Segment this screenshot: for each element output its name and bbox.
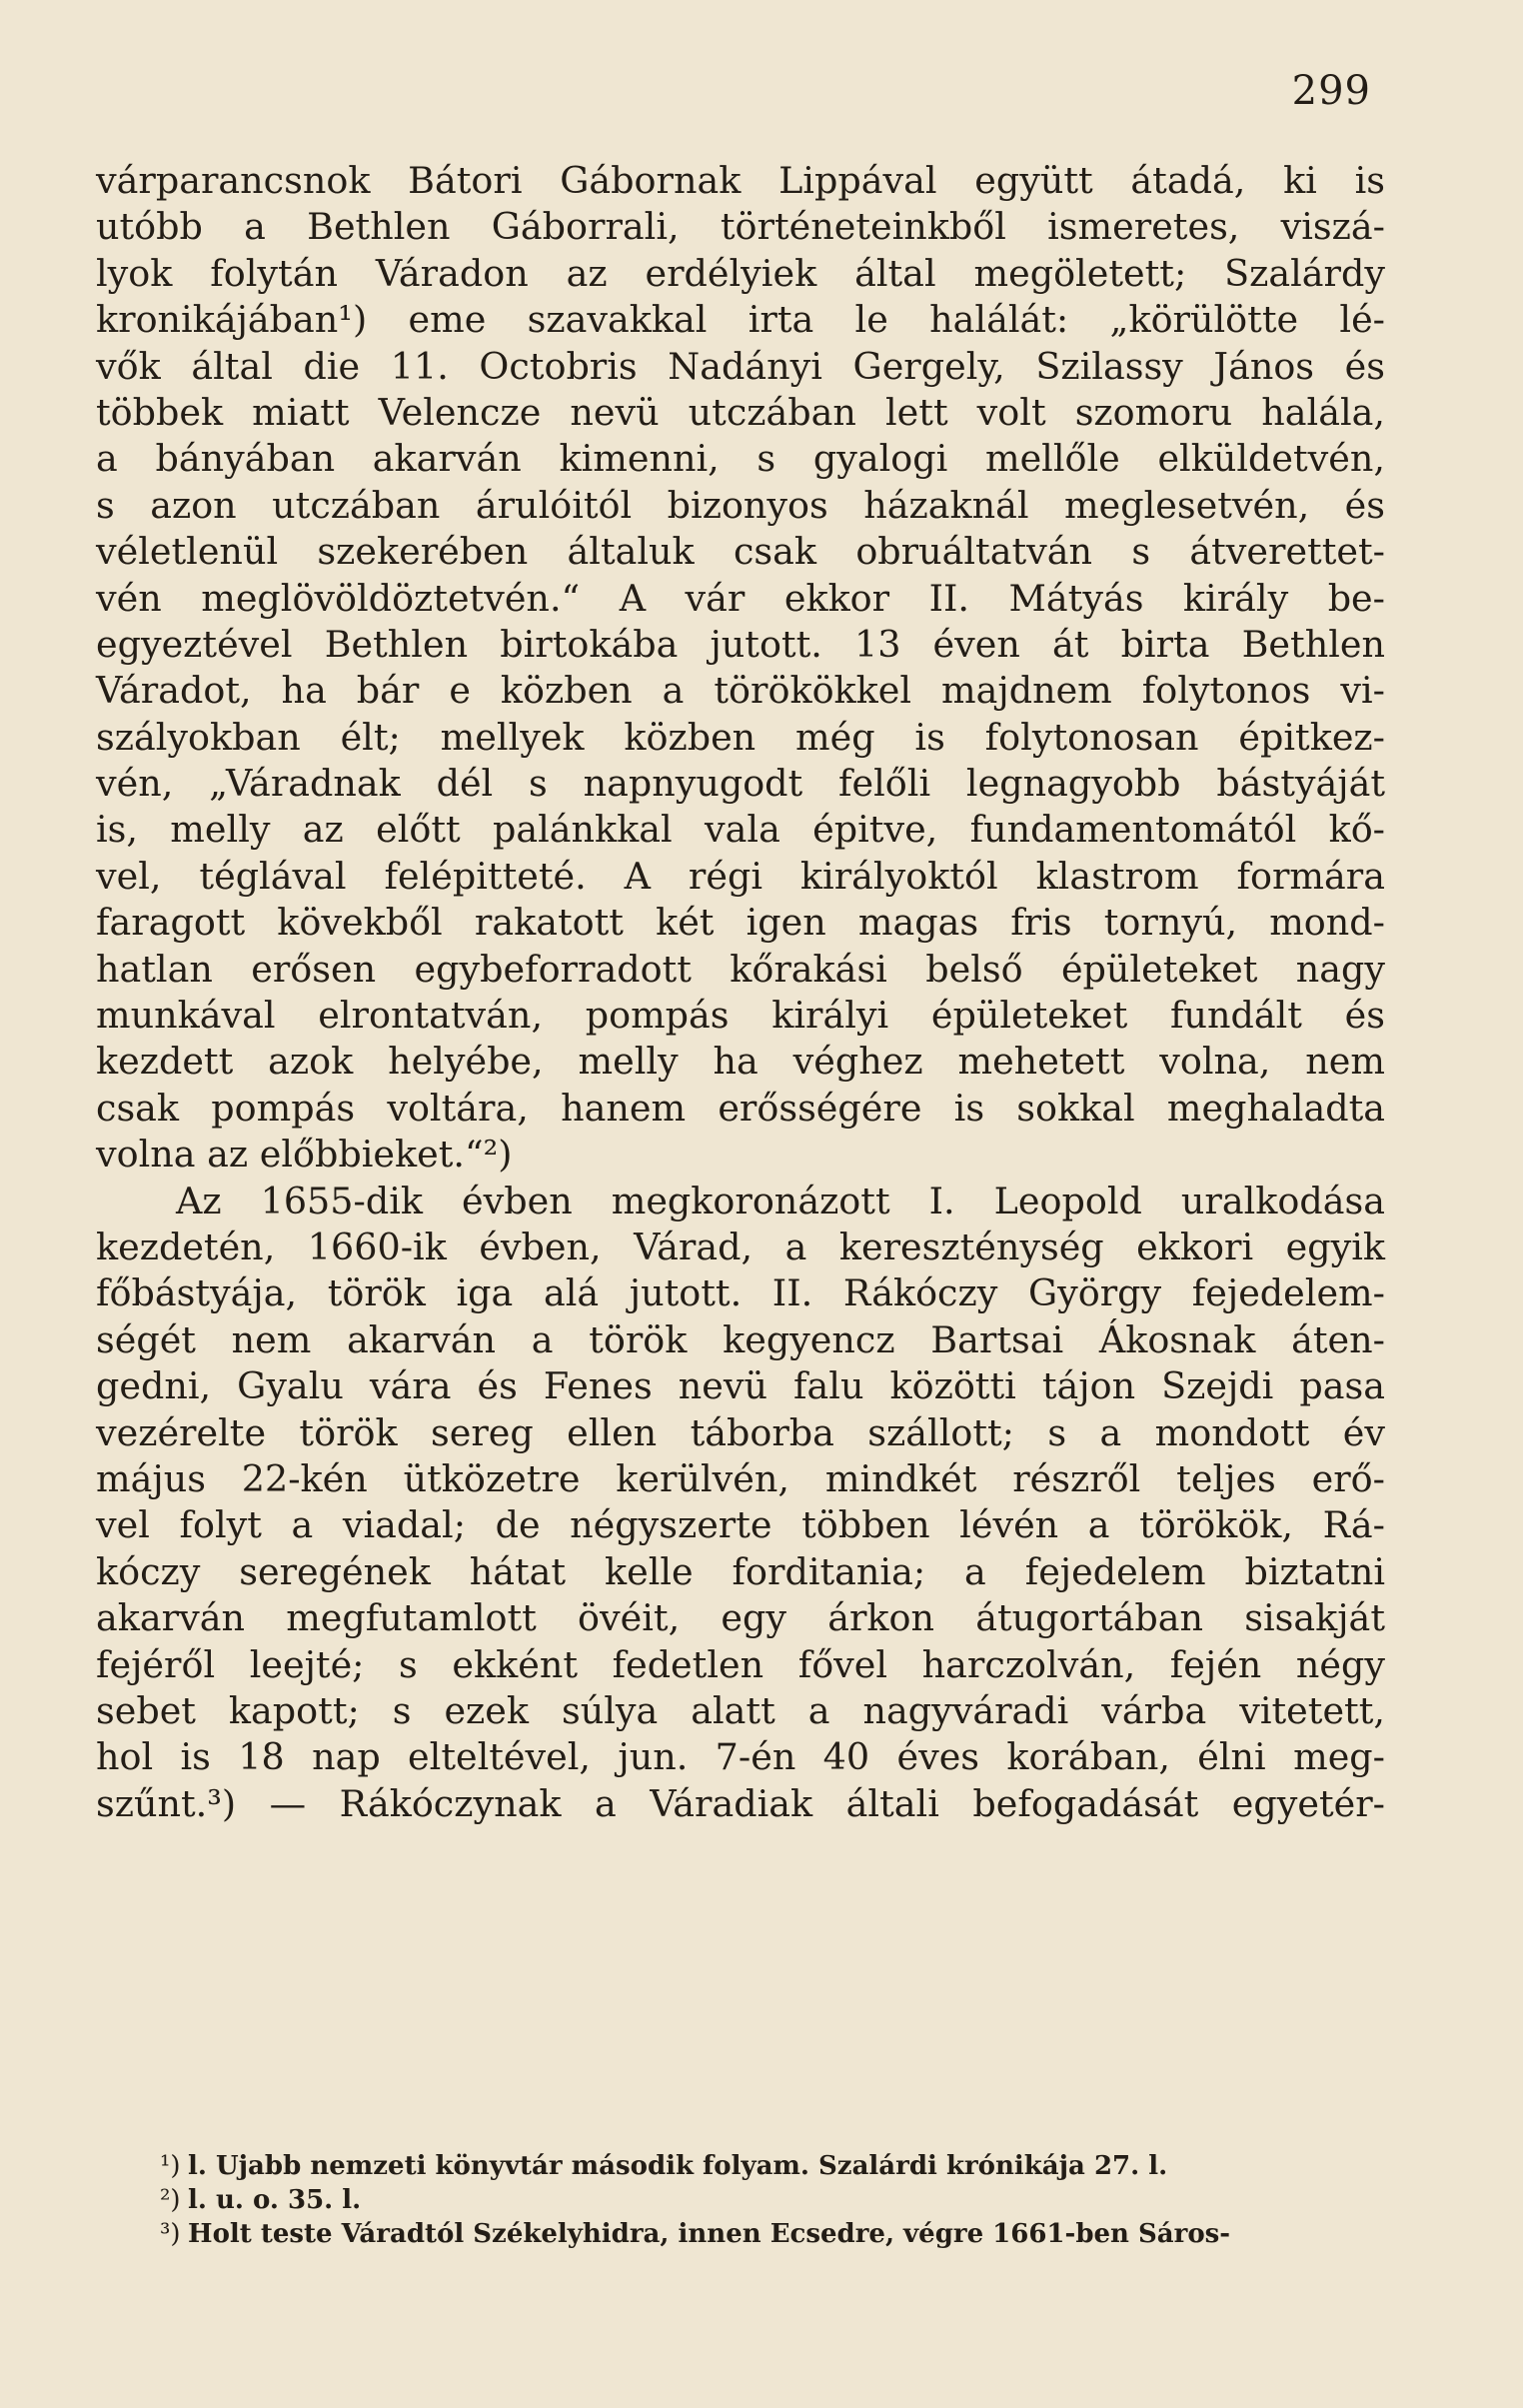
text-line: Váradot, ha bár e közben a törökökkel majdnem folytonos vi- [96, 669, 1385, 713]
text-line: többek miatt Velencze nevü utczában lett volt szomoru halála, [96, 390, 1385, 434]
footnote [160, 2149, 1385, 2183]
text-line: egyeztével Bethlen birtokába jutott. 13 éven át birta Bethlen [96, 622, 1385, 666]
text-line: fejéről leejté; s ekként fedetlen fővel harczolván, fején négy [96, 1642, 1385, 1686]
text-line: Az 1655-dik évben megkoronázott I. Leopold uralkodása [176, 1179, 1385, 1222]
text-line: május 22-kén ütközetre kerülvén, mindkét részről teljes erő- [96, 1456, 1385, 1500]
text-line: főbástyája, török iga alá jutott. II. Rákóczy György fejedelem- [96, 1271, 1385, 1315]
footnotes [160, 2149, 1385, 2251]
text-line: szályokban élt; mellyek közben még is folytonosan épitkez- [96, 715, 1385, 759]
text-line: ségét nem akarván a török kegyencz Bartsai Ákosnak áten- [96, 1317, 1385, 1361]
text-line: szűnt.³) — Rákóczynak a Váradiak általi befogadását egyetér- [96, 1781, 1385, 1825]
text-line: sebet kapott; s ezek súlya alatt a nagyváradi várba vitetett, [96, 1688, 1385, 1732]
text-line: hol is 18 nap elteltével, jun. 7-én 40 éves korában, élni meg- [96, 1735, 1385, 1779]
text-line: véletlenül szekerében általuk csak obruáltatván s átverettet- [96, 530, 1385, 574]
text-line: csak pompás voltára, hanem erősségére is sokkal meghaladta [96, 1086, 1385, 1130]
text-line: lyok folytán Váradon az erdélyiek által megöletett; Szalárdy [96, 251, 1385, 295]
text-line: hatlan erősen egybeforradott kőrakási belső épületeket nagy [96, 947, 1385, 991]
text-line: vén meglövöldöztetvén.“ A vár ekkor II. Mátyás király be- [96, 576, 1385, 620]
text-line: a bányában akarván kimenni, s gyalogi mellőle elküldetvén, [96, 437, 1385, 481]
text-line: vezérelte török sereg ellen táborba szállott; s a mondott év [96, 1410, 1385, 1454]
text-line: munkával elrontatván, pompás királyi épületeket fundált és [96, 994, 1385, 1038]
text-line: kronikájában¹) eme szavakkal irta le halálát: „körülötte lé- [96, 298, 1385, 342]
text-line: kezdett azok helyébe, melly ha véghez mehetett volna, nem [96, 1040, 1385, 1084]
text-line: kóczy seregének hátat kelle forditania; a fejedelem biztatni [96, 1549, 1385, 1593]
text-line: vők által die 11. Octobris Nadányi Gergely, Szilassy János és [96, 344, 1385, 388]
text-line: gedni, Gyalu vára és Fenes nevü falu közötti tájon Szejdi pasa [96, 1364, 1385, 1408]
footnote-mark: ²) [160, 2185, 181, 2215]
text-line: s azon utczában árulóitól bizonyos házaknál meglesetvén, és [96, 483, 1385, 527]
footnote-mark: ³) [160, 2219, 181, 2249]
footnote [160, 2183, 1385, 2217]
text-line: vén, „Váradnak dél s napnyugodt felőli legnagyobb bástyáját [96, 762, 1385, 806]
text-line: akarván megfutamlott övéit, egy árkon átugortában sisakját [96, 1596, 1385, 1640]
footnote-text: Holt teste Váradtól Székelyhidra, innen Ecsedre, végre 1661-ben Sáros- [188, 2219, 1231, 2249]
text-line: kezdetén, 1660-ik évben, Várad, a kereszténység ekkori egyik [96, 1224, 1385, 1268]
footnote-text: l. u. o. 35. l. [188, 2185, 362, 2215]
text-line: is, melly az előtt palánkkal vala épitve, fundamentomától kő- [96, 808, 1385, 852]
text-line: faragott kövekből rakatott két igen magas fris tornyú, mond- [96, 901, 1385, 945]
body-text [96, 158, 1385, 1827]
footnote-text: l. Ujabb nemzeti könyvtár második folyam. Szalárdi krónikája 27. l. [188, 2151, 1168, 2181]
footnote [160, 2217, 1385, 2251]
text-line: vel folyt a viadal; de négyszerte többen lévén a törökök, Rá- [96, 1503, 1385, 1547]
text-line: volna az előbbieket.“²) [96, 1133, 513, 1177]
footnote-mark: ¹) [160, 2151, 181, 2181]
text-line: vel, téglával felépitteté. A régi királyoktól klastrom formára [96, 854, 1385, 898]
page-number: 299 [1291, 68, 1371, 114]
text-line: utóbb a Bethlen Gáborrali, történeteinkből ismeretes, viszá- [96, 205, 1385, 249]
text-line: várparancsnok Bátori Gábornak Lippával együtt átadá, ki is [96, 159, 1385, 202]
